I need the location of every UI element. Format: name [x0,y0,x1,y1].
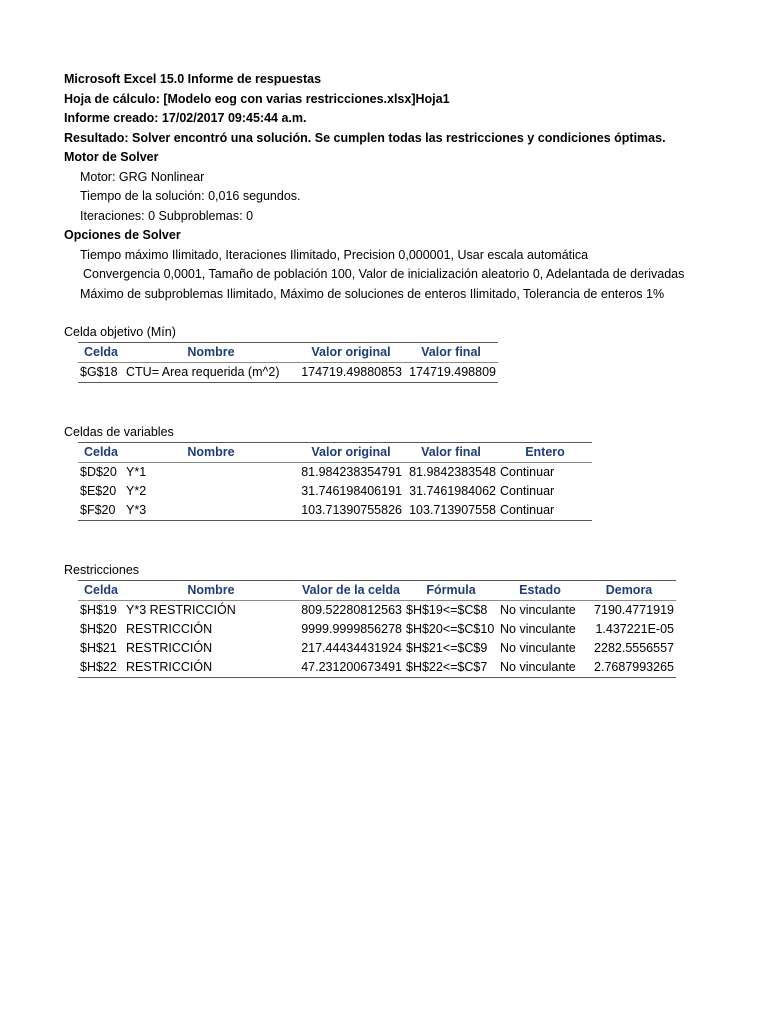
cell-status: No vinculante [500,641,576,655]
result-line: Resultado: Solver encontró una solución. Se cumplen todas las restricciones y condiciones óptimas. [64,130,666,145]
constraints-table [78,580,676,678]
table-header-row [78,343,498,363]
options-heading: Opciones de Solver [64,228,181,242]
report-header [64,70,704,304]
options-line: Convergencia 0,0001, Tamaño de población 100, Valor de inicialización aleatorio 0, Adelantada de derivadas [83,267,685,281]
cell-name: RESTRICCIÓN [124,658,298,678]
cell-formula: $H$19<=$C$8 [404,601,498,621]
objective-table [78,342,498,383]
cell-name: Y*3 [124,501,298,521]
cell-slack: 1.437221E-05 [595,622,674,636]
cell-original-value: 103.71390755826 [298,501,404,521]
engine-line: Motor: GRG Nonlinear [80,169,205,184]
cell-slack: 2.7687993265 [582,658,676,678]
column-header: Valor original [298,343,404,363]
cell-original-value: 174719.49880853 [298,363,404,383]
created-line: Informe creado: 17/02/2017 09:45:44 a.m. [64,111,307,125]
table-header-row [78,581,676,601]
table-row [78,639,676,658]
cell-ref: $E$20 [80,484,117,498]
cell-original-value: 81.984238354791 [298,463,404,483]
table-header-row [78,443,592,463]
cell-name: CTU= Area requerida (m^2) [124,363,298,383]
report-title: Microsoft Excel 15.0 Informe de respuestas [64,72,322,86]
cell-value: 809.52280812563 [298,601,404,621]
column-header: Valor final [404,343,498,363]
engine-line: Iteraciones: 0 Subproblemas: 0 [80,208,254,223]
cell-ref: $H$21 [80,641,117,655]
table-row [78,363,498,383]
table-row [78,620,676,639]
cell-ref: $D$20 [78,463,124,483]
column-header: Nombre [124,343,298,363]
worksheet-line: Hoja de cálculo: [Modelo eog con varias restricciones.xlsx]Hoja1 [64,91,450,106]
cell-name: RESTRICCIÓN [126,622,213,636]
variables-section-title: Celdas de variables [64,425,174,439]
cell-ref: $F$20 [78,501,124,521]
cell-integer: Continuar [500,484,555,498]
cell-ref: $H$20 [80,622,117,636]
engine-line: Tiempo de la solución: 0,016 segundos. [80,189,301,203]
column-header: Nombre [124,581,298,601]
table-row [78,463,592,483]
cell-original-value: 31.746198406191 [301,484,402,498]
cell-final-value: 31.7461984062 [409,484,496,498]
column-header: Celda [78,581,124,601]
cell-status: No vinculante [500,622,576,636]
column-header: Valor final [404,443,498,463]
cell-slack: 7190.4771919 [582,601,676,621]
cell-final-value: 103.713907558 [404,501,498,521]
cell-ref: $H$22 [78,658,124,678]
table-row [78,658,676,678]
options-line: Tiempo máximo Ilimitado, Iteraciones Ilimitado, Precision 0,000001, Usar escala automática [80,247,589,262]
column-header: Valor de la celda [298,581,404,601]
cell-name: RESTRICCIÓN [126,641,213,655]
column-header: Valor original [298,443,404,463]
cell-value: 217.44434431924 [301,641,402,655]
cell-integer: Continuar [498,501,592,521]
cell-formula: $H$21<=$C$9 [406,641,488,655]
cell-final-value: 174719.498809 [404,363,498,383]
cell-name: Y*2 [126,484,147,498]
cell-name: Y*1 [124,463,298,483]
table-row [78,501,592,521]
cell-final-value: 81.9842383548 [404,463,498,483]
table-row [78,482,592,501]
cell-ref: $G$18 [78,363,124,383]
engine-heading: Motor de Solver [64,150,159,164]
cell-ref: $H$19 [78,601,124,621]
column-header: Estado [498,581,582,601]
column-header: Entero [498,443,592,463]
cell-status: No vinculante [498,601,582,621]
variables-table [78,442,592,521]
column-header: Nombre [124,443,298,463]
column-header: Demora [582,581,676,601]
cell-name: Y*3 RESTRICCIÓN [124,601,298,621]
cell-formula: $H$22<=$C$7 [404,658,498,678]
cell-status: No vinculante [498,658,582,678]
cell-integer: Continuar [498,463,592,483]
cell-value: 9999.9999856278 [301,622,402,636]
column-header: Fórmula [404,581,498,601]
table-row [78,601,676,621]
objective-section-title: Celda objetivo (Mín) [64,325,176,339]
column-header: Celda [78,343,124,363]
options-line: Máximo de subproblemas Ilimitado, Máximo de soluciones de enteros Ilimitado, Tolerancia de enteros 1% [80,286,665,301]
cell-value: 47.231200673491 [298,658,404,678]
cell-formula: $H$20<=$C$10 [406,622,495,636]
column-header: Celda [78,443,124,463]
cell-slack: 2282.5556557 [594,641,674,655]
constraints-section-title: Restricciones [64,563,140,577]
